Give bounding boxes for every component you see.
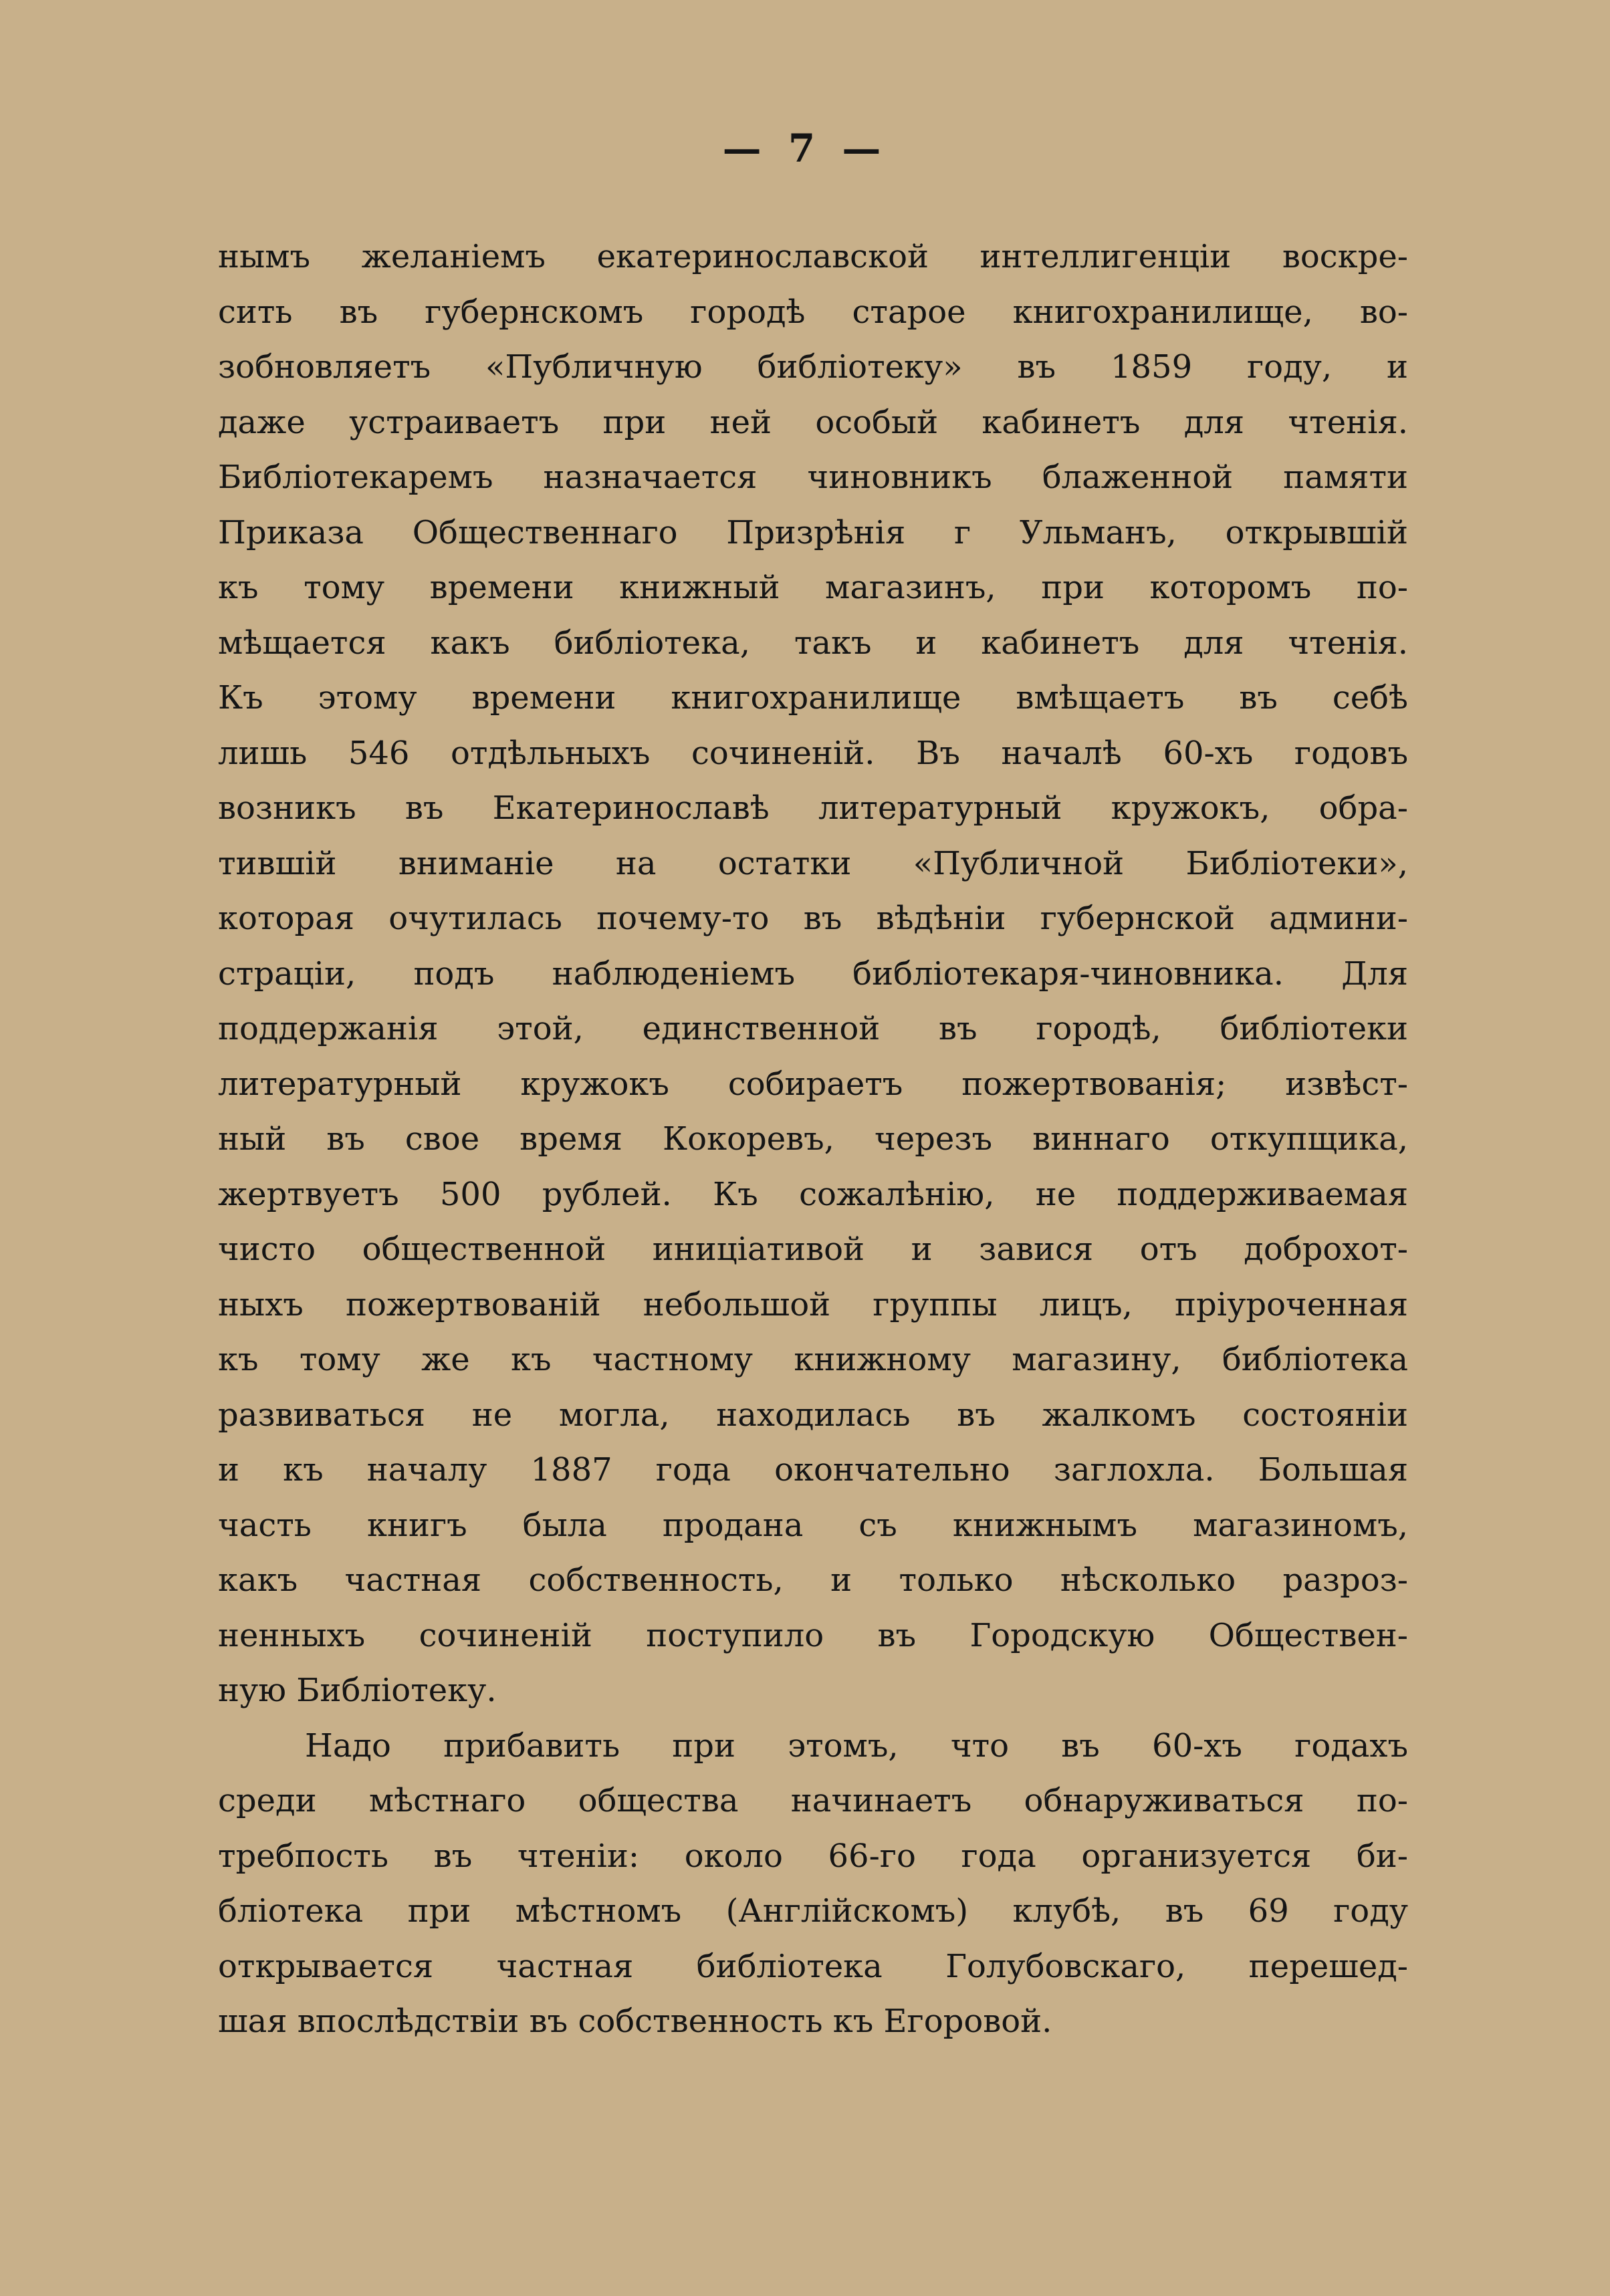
text-line: жертвуетъ 500 рублей. Къ сожалѣнію, не поддерживаемая — [218, 1175, 1408, 1213]
text-line: часть книгъ была продана съ книжнымъ магазиномъ, — [218, 1506, 1408, 1544]
text-line: возникъ въ Екатеринославѣ литературный кружокъ, обра- — [218, 789, 1408, 827]
text-line: страціи, подъ наблюденіемъ библіотекаря-чиновника. Для — [218, 954, 1408, 993]
text-line: ный въ свое время Кокоревъ, черезъ виннаго откупщика, — [218, 1120, 1408, 1158]
paragraph-start-line: Надо прибавить при этомъ, что въ 60-хъ годахъ — [305, 1727, 1408, 1765]
text-line: нымъ желаніемъ екатеринославской интеллигенціи воскре- — [218, 238, 1408, 275]
text-line: къ тому времени книжный магазинъ, при которомъ по- — [218, 569, 1408, 606]
paragraph-end-line: ную Библіотеку. — [218, 1672, 497, 1709]
text-line: поддержанія этой, единственной въ городѣ, библіотеки — [218, 1010, 1408, 1047]
text-line: какъ частная собственность, и только нѣсколько разроз- — [218, 1561, 1408, 1599]
text-line: и къ началу 1887 года окончательно заглохла. Большая — [218, 1451, 1408, 1489]
text-line: которая очутилась почему-то въ вѣдѣніи губернской админи- — [218, 900, 1408, 937]
text-line: ныхъ пожертвованій небольшой группы лицъ, пріуроченная — [218, 1285, 1408, 1323]
text-line: литературный кружокъ собираетъ пожертвованія; извѣст- — [218, 1065, 1408, 1103]
text-line: открывается частная библіотека Голубовскаго, перешед- — [218, 1947, 1408, 1985]
text-line: требпость въ чтеніи: около 66-го года организуется би- — [218, 1837, 1408, 1875]
text-line: развиваться не могла, находилась въ жалкомъ состояніи — [218, 1396, 1408, 1434]
text-line: Библіотекаремъ назначается чиновникъ блаженной памяти — [218, 459, 1408, 496]
text-line: среди мѣстнаго общества начинаетъ обнаруживаться по- — [218, 1782, 1408, 1819]
text-line: бліотека при мѣстномъ (Англійскомъ) клубѣ, въ 69 году — [218, 1892, 1408, 1930]
body-text — [218, 229, 1408, 2049]
text-line: къ тому же къ частному книжному магазину, библіотека — [218, 1341, 1408, 1378]
text-line: зобновляетъ «Публичную библіотеку» въ 1859 году, и — [218, 348, 1408, 386]
text-line: чисто общественной иниціативой и завися отъ доброхот- — [218, 1231, 1408, 1268]
text-line: Приказа Общественнаго Призрѣнія г Ульманъ, открывшій — [218, 513, 1408, 551]
text-line: даже устраиваетъ при ней особый кабинетъ для чтенія. — [218, 403, 1408, 441]
text-line: сить въ губернскомъ городѣ старое книгохранилище, во- — [218, 293, 1408, 331]
text-line: лишь 546 отдѣльныхъ сочиненій. Въ началѣ 60-хъ годовъ — [218, 734, 1408, 772]
page-number: — 7 — — [722, 126, 888, 171]
text-line: Къ этому времени книгохранилище вмѣщаетъ въ себѣ — [218, 679, 1408, 717]
text-line: тившій вниманіе на остатки «Публичной Библіотеки», — [218, 844, 1408, 882]
paragraph-end-line: шая впослѣдствіи въ собственность къ Егоровой. — [218, 2003, 1052, 2040]
text-line: мѣщается какъ библіотека, такъ и кабинетъ для чтенія. — [218, 624, 1408, 662]
text-line: ненныхъ сочиненій поступило въ Городскую Обществен- — [218, 1616, 1408, 1654]
